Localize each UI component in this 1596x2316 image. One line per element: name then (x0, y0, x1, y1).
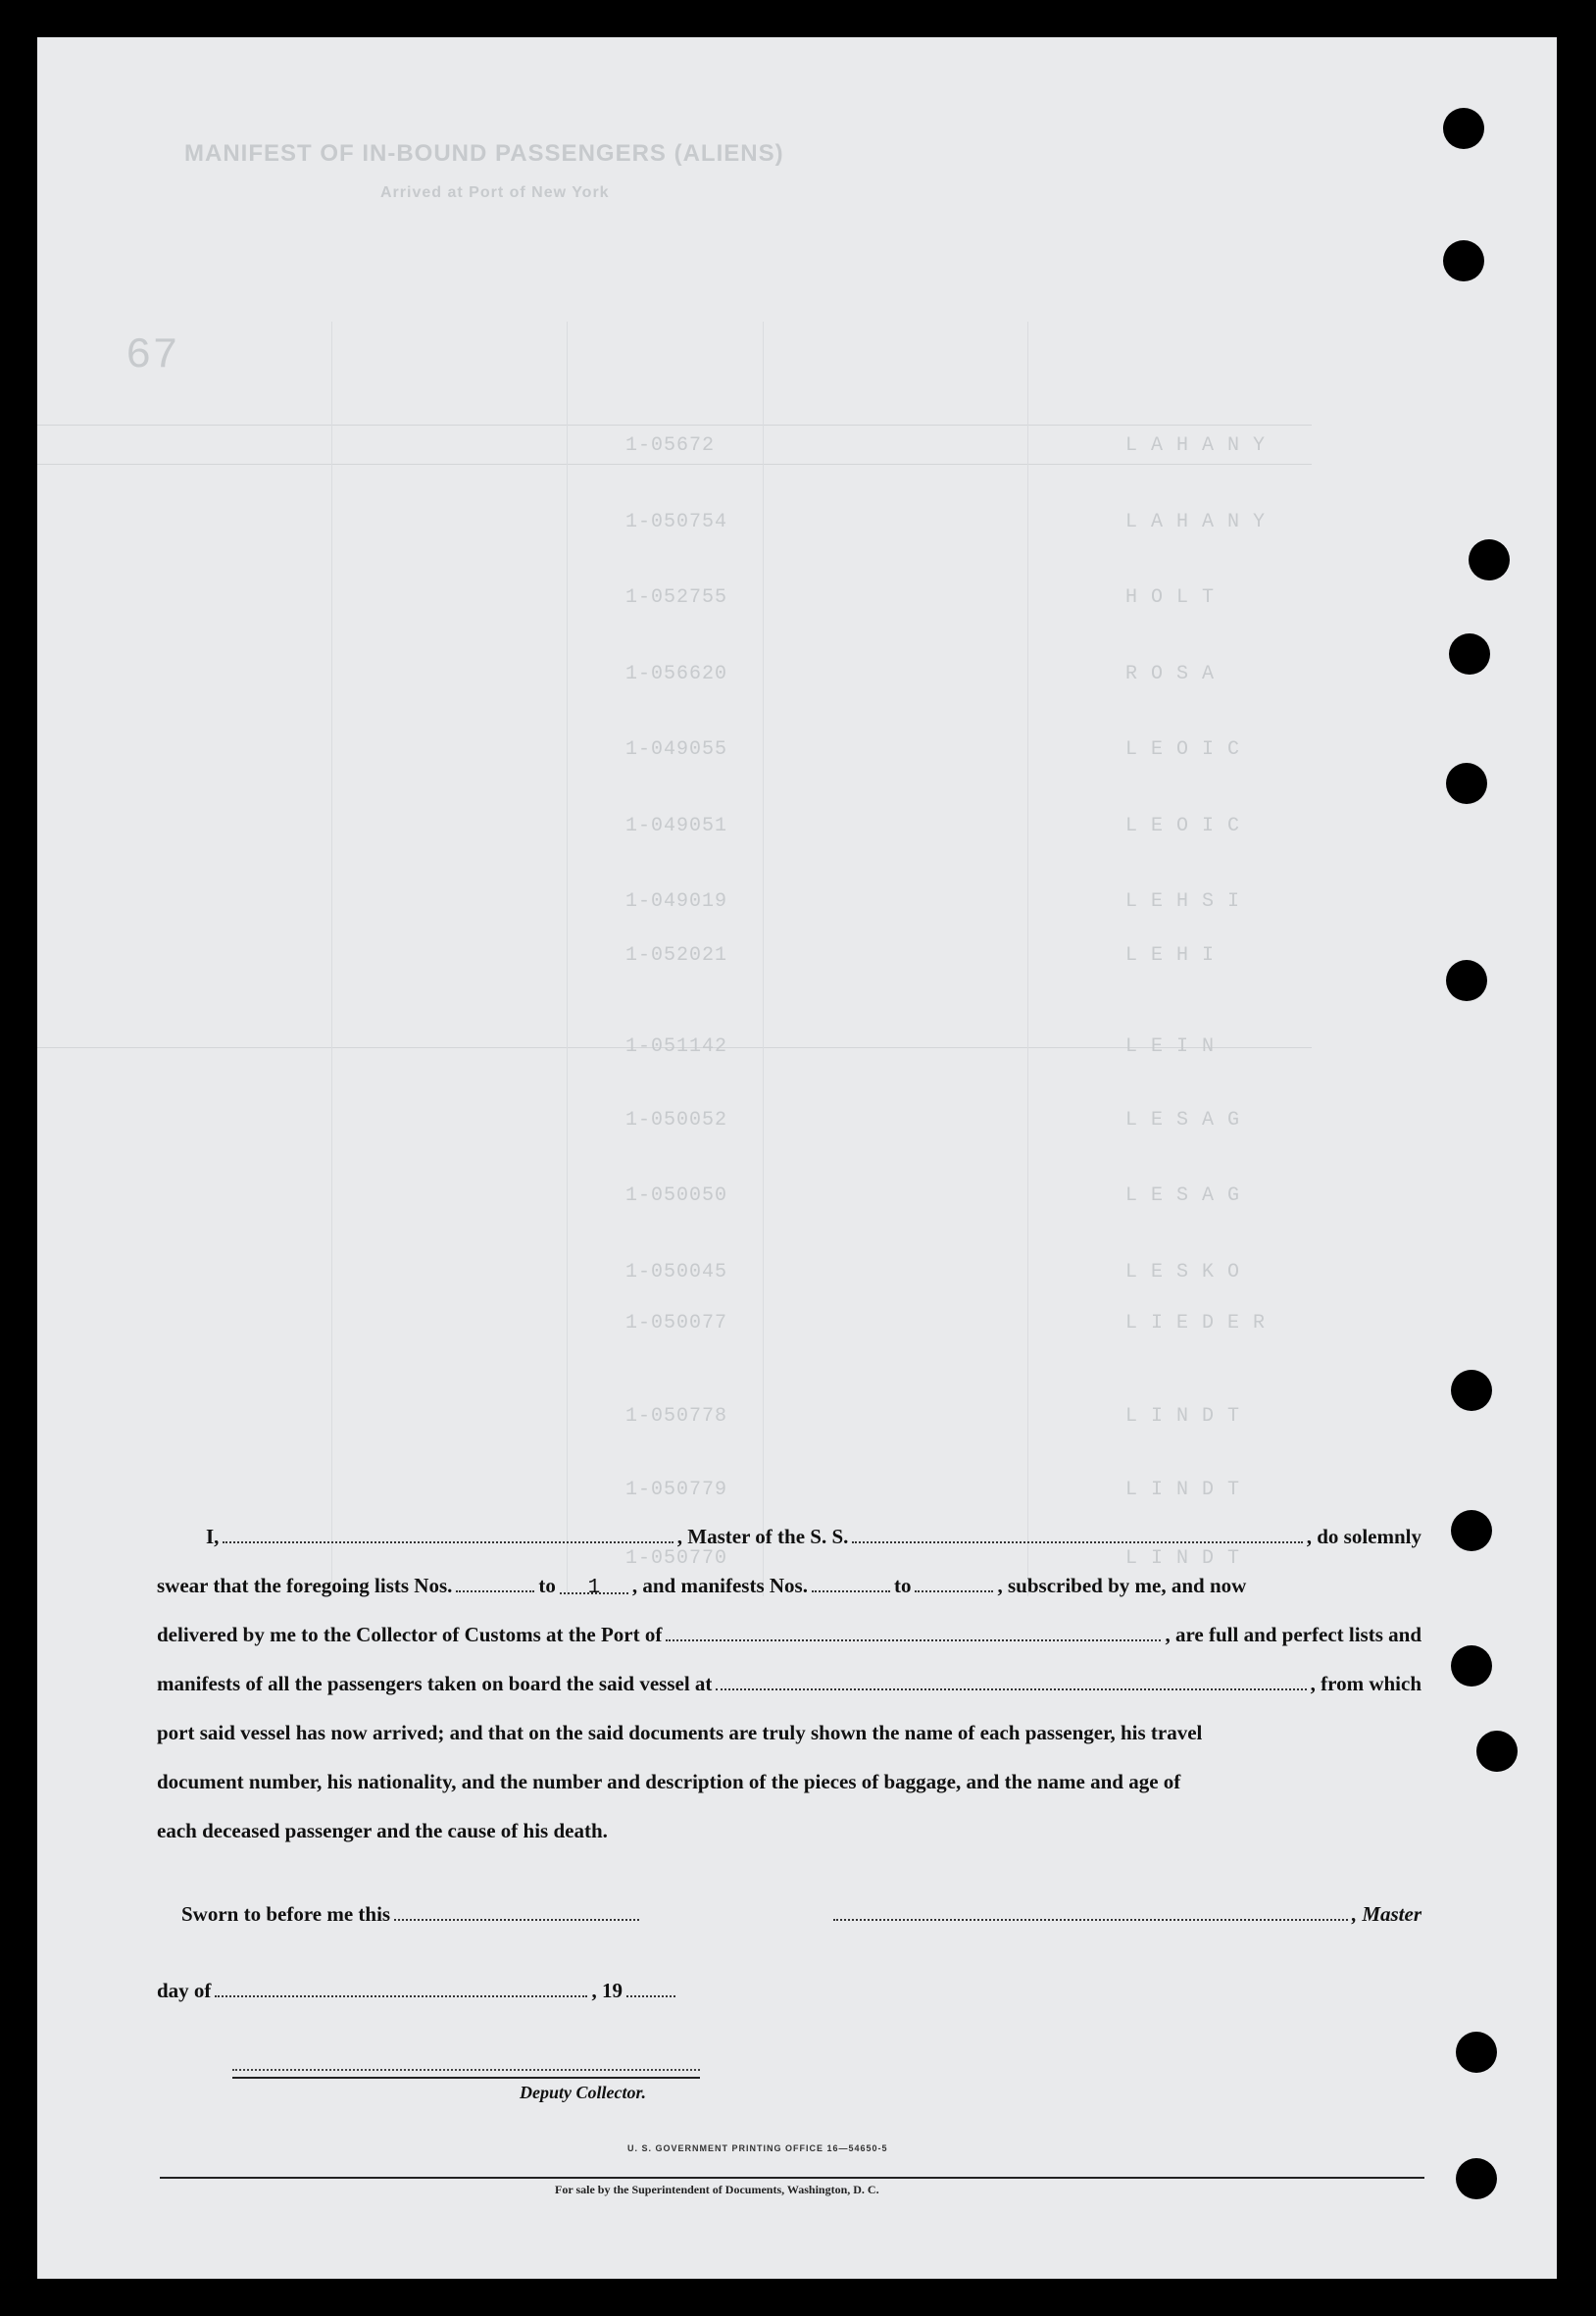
ghost-header-title: MANIFEST OF IN-BOUND PASSENGERS (ALIENS) (184, 140, 784, 167)
master-signature-field[interactable] (833, 1903, 1348, 1921)
punch-hole (1449, 633, 1490, 675)
ghost-rule (37, 425, 1312, 426)
ghost-name: H O L T (1125, 586, 1216, 609)
declaration-manifests-all-text: manifests of all the passengers taken on board the said vessel at (157, 1672, 713, 1695)
declaration-line-3 (157, 1623, 1421, 1672)
ghost-number: 1-056620 (625, 663, 728, 685)
deputy-signature-line (232, 2077, 700, 2079)
ghost-column-rule (763, 322, 764, 1596)
declaration-manifests-text: , and manifests Nos. (631, 1574, 808, 1597)
punch-hole (1456, 2158, 1497, 2199)
footer-rule (160, 2177, 1424, 2179)
day-of-label: day of (157, 1979, 212, 2002)
port-field[interactable] (666, 1624, 1161, 1641)
declaration-to-2: to (893, 1574, 912, 1597)
ghost-name: L E H I (1125, 944, 1216, 967)
ghost-number: 1-049055 (625, 738, 728, 761)
declaration-master-of: , Master of the S. S. (676, 1525, 849, 1548)
ghost-number: 1-050779 (625, 1479, 728, 1501)
ghost-number: 1-052021 (625, 944, 728, 967)
ghost-number: 1-050050 (625, 1184, 728, 1207)
sworn-date-field[interactable] (394, 1903, 639, 1921)
list-from-field[interactable] (456, 1575, 534, 1592)
declaration-subscribed-text: , subscribed by me, and now (997, 1574, 1247, 1597)
ghost-number: 1-050077 (625, 1312, 728, 1334)
ghost-header-subtitle: Arrived at Port of New York (380, 184, 610, 201)
declaration-line-1 (157, 1525, 1421, 1574)
vessel-name-field[interactable] (852, 1526, 1302, 1543)
ghost-number: 1-052755 (625, 586, 728, 609)
ghost-number: 1-05672 (625, 434, 716, 457)
for-sale-note: For sale by the Superintendent of Documents, Washington, D. C. (555, 2183, 879, 2196)
ghost-name: R O S A (1125, 663, 1216, 685)
declaration-line-7: each deceased passenger and the cause of his death. (157, 1819, 608, 1842)
ghost-number: 1-050754 (625, 511, 728, 533)
deputy-collector-label: Deputy Collector. (520, 2083, 646, 2102)
ghost-column-rule (1027, 322, 1028, 1596)
ghost-column-rule (567, 322, 568, 1596)
declaration-to-1: to (538, 1574, 556, 1597)
ghost-number: 1-051142 (625, 1035, 728, 1058)
ghost-number: 1-050052 (625, 1109, 728, 1132)
day-of-line (157, 1979, 1421, 2028)
ghost-number: 1-050770 (625, 1547, 728, 1570)
printing-office-note: U. S. GOVERNMENT PRINTING OFFICE 16—54650-5 (627, 2143, 888, 2153)
ghost-name: L E I N (1125, 1035, 1216, 1058)
punch-hole (1443, 240, 1484, 281)
ghost-number: 1-049019 (625, 890, 728, 913)
sworn-block (157, 1902, 1421, 2028)
declaration-line-2 (157, 1574, 1421, 1623)
ghost-name: L E O I C (1125, 815, 1241, 837)
declaration-line-4 (157, 1672, 1421, 1721)
sworn-line (157, 1902, 1421, 1951)
manifest-from-field[interactable] (812, 1575, 890, 1592)
ghost-name: L A H A N Y (1125, 434, 1267, 457)
ghost-name: L I N D T (1125, 1547, 1241, 1570)
declaration-full-perfect-text: , are full and perfect lists and (1165, 1623, 1421, 1646)
punch-hole (1443, 108, 1484, 149)
ghost-name: L E S A G (1125, 1184, 1241, 1207)
punch-hole (1469, 539, 1510, 580)
ghost-rule (37, 464, 1312, 465)
ghost-number: 1-050045 (625, 1261, 728, 1284)
ghost-name: L E O I C (1125, 738, 1241, 761)
ghost-name: L I N D T (1125, 1405, 1241, 1428)
ghost-name: L I E D E R (1125, 1312, 1267, 1334)
boarding-port-field[interactable] (716, 1673, 1306, 1690)
declaration-lists-text: swear that the foregoing lists Nos. (157, 1574, 453, 1597)
master-declaration (157, 1525, 1421, 1868)
declaration-line-6: document number, his nationality, and the number and description of the pieces of baggage, and the name and age of (157, 1770, 1181, 1793)
ghost-name: L A H A N Y (1125, 511, 1267, 533)
master-name-field[interactable] (223, 1526, 673, 1543)
punch-hole (1476, 1731, 1518, 1772)
ghost-name: L E H S I (1125, 890, 1241, 913)
declaration-do-solemnly: , do solemnly (1306, 1525, 1422, 1548)
punch-hole (1451, 1645, 1492, 1687)
declaration-line-5: port said vessel has now arrived; and that on the said documents are truly shown the name of each passenger, his travel (157, 1721, 1203, 1744)
day-of-field[interactable] (215, 1980, 587, 1997)
year-field[interactable] (626, 1980, 675, 1997)
ghost-name: L E S K O (1125, 1261, 1241, 1284)
punch-hole (1456, 2032, 1497, 2073)
ghost-margin-number: 67 (125, 331, 179, 380)
declaration-from-which-text: , from which (1310, 1672, 1421, 1695)
list-to-field[interactable]: 1 (560, 1577, 628, 1594)
punch-hole (1446, 960, 1487, 1001)
manifest-to-field[interactable] (915, 1575, 993, 1592)
sworn-label: Sworn to before me this (181, 1902, 391, 1926)
punch-hole (1446, 763, 1487, 804)
declaration-i: I, (206, 1525, 220, 1548)
ghost-column-rule (331, 322, 332, 1596)
master-label: , Master (1351, 1902, 1421, 1926)
ghost-number: 1-049051 (625, 815, 728, 837)
punch-hole (1451, 1510, 1492, 1551)
declaration-delivered-text: delivered by me to the Collector of Customs at the Port of (157, 1623, 663, 1646)
punch-hole (1451, 1370, 1492, 1411)
ghost-name: L E S A G (1125, 1109, 1241, 1132)
year-label: , 19 (591, 1979, 623, 2002)
deputy-signature-dots[interactable] (232, 2069, 700, 2071)
ghost-number: 1-050778 (625, 1405, 728, 1428)
ghost-name: L I N D T (1125, 1479, 1241, 1501)
